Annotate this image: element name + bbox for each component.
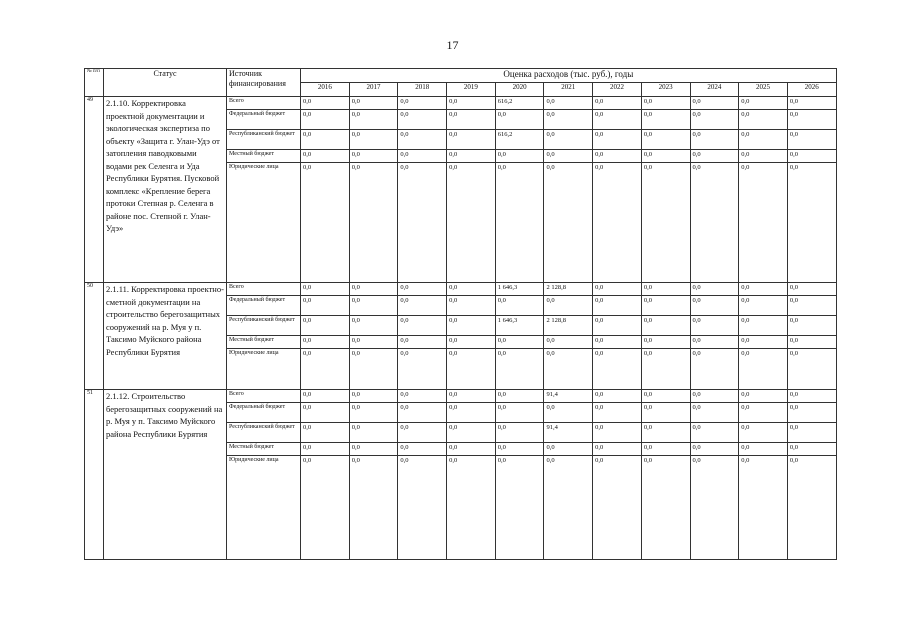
header-source: Источник финансирования — [227, 69, 301, 97]
expenditure-value: 0,0 — [593, 403, 642, 423]
expenditure-value: 0,0 — [301, 150, 350, 163]
expenditure-value: 0,0 — [593, 163, 642, 283]
expenditure-value: 0,0 — [787, 97, 836, 110]
expenditure-value: 0,0 — [739, 349, 788, 390]
expenditure-value: 0,0 — [641, 316, 690, 336]
expenditure-value: 91,4 — [544, 390, 593, 403]
expenditure-value: 0,0 — [690, 130, 739, 150]
expenditure-value: 0,0 — [398, 283, 447, 296]
expenditure-value: 0,0 — [739, 423, 788, 443]
expenditure-value: 0,0 — [690, 403, 739, 423]
expenditure-value: 0,0 — [787, 316, 836, 336]
expenditure-value: 0,0 — [495, 456, 544, 560]
expenditure-value: 0,0 — [690, 443, 739, 456]
expenditure-value: 0,0 — [301, 456, 350, 560]
year-header: 2023 — [641, 83, 690, 97]
year-header: 2022 — [593, 83, 642, 97]
page-number: 17 — [446, 38, 459, 52]
year-header: 2024 — [690, 83, 739, 97]
expenditure-value: 0,0 — [447, 283, 496, 296]
expenditure-value: 2 128,8 — [544, 283, 593, 296]
expenditure-value: 0,0 — [641, 423, 690, 443]
expenditure-value: 0,0 — [301, 349, 350, 390]
expenditure-value: 0,0 — [739, 163, 788, 283]
expenditure-value: 0,0 — [787, 456, 836, 560]
expenditure-value: 0,0 — [447, 336, 496, 349]
expenditure-value: 0,0 — [593, 316, 642, 336]
expenditure-value: 0,0 — [349, 316, 398, 336]
expenditure-value: 0,0 — [690, 456, 739, 560]
expenditure-value: 0,0 — [447, 349, 496, 390]
expenditure-value: 0,0 — [495, 296, 544, 316]
expenditure-value: 1 646,3 — [495, 316, 544, 336]
expenditure-value: 0,0 — [349, 443, 398, 456]
table-row — [85, 390, 837, 403]
expenditure-value: 0,0 — [349, 403, 398, 423]
expenditure-value: 0,0 — [495, 403, 544, 423]
expenditure-value: 0,0 — [398, 296, 447, 316]
status-description: 2.1.10. Корректировка проектной документации и экологическая экспертиза по объекту «Защита г. Улан-Удэ от затопления паводковыми водами рек Селенга и Уда Республики Бурятия. Пусковой комплекс «Крепление берега протоки Степная р. Селенга в районе пос. Степной г. Улан-Удэ» — [104, 97, 227, 283]
year-header: 2026 — [787, 83, 836, 97]
expenditure-value: 0,0 — [690, 110, 739, 130]
expenditure-value: 0,0 — [349, 283, 398, 296]
expenditure-value: 0,0 — [739, 403, 788, 423]
expenditure-value: 616,2 — [495, 97, 544, 110]
expenditure-value: 0,0 — [301, 296, 350, 316]
expenditure-value: 0,0 — [690, 296, 739, 316]
expenditure-value: 0,0 — [739, 130, 788, 150]
expenditure-value: 0,0 — [349, 423, 398, 443]
expenditure-value: 0,0 — [787, 150, 836, 163]
expenditure-value: 0,0 — [690, 163, 739, 283]
expenditure-value: 0,0 — [787, 110, 836, 130]
expenditure-value: 0,0 — [593, 97, 642, 110]
year-header: 2017 — [349, 83, 398, 97]
expenditure-value: 0,0 — [739, 456, 788, 560]
expenditure-value: 0,0 — [301, 443, 350, 456]
expenditure-value: 0,0 — [447, 423, 496, 443]
expenditure-value: 0,0 — [447, 296, 496, 316]
expenditure-value: 0,0 — [349, 163, 398, 283]
expenditure-value: 0,0 — [787, 423, 836, 443]
expenditure-value: 0,0 — [349, 130, 398, 150]
expenditure-value: 0,0 — [398, 443, 447, 456]
expenditure-value: 0,0 — [495, 423, 544, 443]
expenditure-value: 0,0 — [349, 150, 398, 163]
expenditure-value: 0,0 — [447, 443, 496, 456]
expenditure-value: 0,0 — [739, 336, 788, 349]
expenditure-value: 0,0 — [398, 163, 447, 283]
expenditure-value: 0,0 — [593, 283, 642, 296]
expenditure-value: 0,0 — [349, 349, 398, 390]
expenditure-value: 0,0 — [787, 336, 836, 349]
funding-source: Федеральный бюджет — [227, 296, 301, 316]
header-status: Статус — [104, 69, 227, 97]
expenditure-value: 0,0 — [739, 316, 788, 336]
expenditure-value: 0,0 — [787, 283, 836, 296]
expenditure-value: 0,0 — [398, 150, 447, 163]
funding-source: Всего — [227, 390, 301, 403]
expenditure-value: 0,0 — [593, 390, 642, 403]
expenditure-value: 0,0 — [787, 349, 836, 390]
expenditure-value: 0,0 — [301, 163, 350, 283]
expenditure-value: 0,0 — [593, 443, 642, 456]
header-expenditure-group: Оценка расходов (тыс. руб.), годы — [301, 69, 837, 83]
expenditure-value: 0,0 — [544, 110, 593, 130]
expenditure-value: 0,0 — [690, 336, 739, 349]
expenditure-value: 0,0 — [301, 130, 350, 150]
expenditure-value: 0,0 — [544, 443, 593, 456]
expenditure-value: 0,0 — [593, 423, 642, 443]
expenditure-value: 0,0 — [787, 403, 836, 423]
expenditure-value: 0,0 — [495, 110, 544, 130]
expenditure-value: 0,0 — [641, 443, 690, 456]
status-description: 2.1.11. Корректировка проектно-сметной документации на строительство берегозащитных сооружений на р. Муя у п. Таксимо Муйского района Республики Бурятия — [104, 283, 227, 390]
expenditure-value: 0,0 — [301, 316, 350, 336]
row-number: 50 — [85, 283, 104, 390]
expenditure-value: 0,0 — [787, 130, 836, 150]
expenditure-value: 0,0 — [398, 97, 447, 110]
expenditure-value: 0,0 — [447, 403, 496, 423]
expenditure-value: 0,0 — [301, 423, 350, 443]
year-header: 2025 — [739, 83, 788, 97]
expenditure-value: 0,0 — [398, 349, 447, 390]
expenditure-value: 0,0 — [447, 97, 496, 110]
expenditure-value: 0,0 — [447, 130, 496, 150]
year-header: 2020 — [495, 83, 544, 97]
funding-source: Местный бюджет — [227, 443, 301, 456]
expenditure-value: 0,0 — [495, 390, 544, 403]
expenditure-value: 0,0 — [301, 97, 350, 110]
table-body — [85, 97, 837, 560]
row-number: 49 — [85, 97, 104, 283]
funding-source: Республиканский бюджет — [227, 130, 301, 150]
expenditure-value: 0,0 — [690, 316, 739, 336]
funding-source: Всего — [227, 97, 301, 110]
expenditure-value: 0,0 — [398, 130, 447, 150]
expenditure-table — [84, 68, 837, 560]
expenditure-value: 0,0 — [544, 130, 593, 150]
expenditure-value: 0,0 — [301, 403, 350, 423]
expenditure-value: 0,0 — [398, 390, 447, 403]
expenditure-value: 0,0 — [690, 390, 739, 403]
expenditure-value: 0,0 — [787, 163, 836, 283]
expenditure-value: 0,0 — [495, 443, 544, 456]
funding-source: Федеральный бюджет — [227, 110, 301, 130]
expenditure-value: 0,0 — [641, 336, 690, 349]
expenditure-value: 0,0 — [447, 390, 496, 403]
expenditure-value: 0,0 — [544, 163, 593, 283]
expenditure-value: 0,0 — [301, 110, 350, 130]
expenditure-value: 0,0 — [593, 150, 642, 163]
expenditure-value: 0,0 — [398, 316, 447, 336]
expenditure-value: 0,0 — [349, 296, 398, 316]
expenditure-value: 0,0 — [690, 423, 739, 443]
expenditure-value: 0,0 — [690, 97, 739, 110]
funding-source: Местный бюджет — [227, 336, 301, 349]
expenditure-value: 0,0 — [593, 110, 642, 130]
expenditure-value: 0,0 — [544, 456, 593, 560]
expenditure-value: 0,0 — [544, 403, 593, 423]
header-num: № п/п — [85, 69, 104, 97]
expenditure-value: 0,0 — [349, 110, 398, 130]
expenditure-value: 0,0 — [349, 97, 398, 110]
expenditure-value: 2 128,8 — [544, 316, 593, 336]
expenditure-value: 0,0 — [495, 336, 544, 349]
funding-source: Юридические лица — [227, 456, 301, 560]
expenditure-value: 0,0 — [641, 283, 690, 296]
expenditure-value: 0,0 — [544, 336, 593, 349]
expenditure-value: 0,0 — [398, 110, 447, 130]
expenditure-value: 0,0 — [641, 150, 690, 163]
table-row — [85, 283, 837, 296]
expenditure-value: 0,0 — [641, 349, 690, 390]
expenditure-value: 0,0 — [447, 150, 496, 163]
expenditure-value: 0,0 — [787, 443, 836, 456]
expenditure-value: 0,0 — [739, 110, 788, 130]
status-description: 2.1.12. Строительство берегозащитных сооружений на р. Муя у п. Таксимо Муйского района Республики Бурятия — [104, 390, 227, 560]
expenditure-value: 0,0 — [349, 336, 398, 349]
expenditure-value: 91,4 — [544, 423, 593, 443]
expenditure-value: 0,0 — [544, 150, 593, 163]
expenditure-value: 0,0 — [495, 150, 544, 163]
expenditure-value: 0,0 — [447, 110, 496, 130]
expenditure-value: 0,0 — [301, 283, 350, 296]
expenditure-value: 0,0 — [690, 150, 739, 163]
expenditure-value: 0,0 — [593, 336, 642, 349]
funding-source: Республиканский бюджет — [227, 316, 301, 336]
expenditure-value: 0,0 — [787, 296, 836, 316]
expenditure-value: 0,0 — [301, 390, 350, 403]
expenditure-value: 0,0 — [739, 296, 788, 316]
expenditure-value: 616,2 — [495, 130, 544, 150]
expenditure-value: 0,0 — [690, 349, 739, 390]
expenditure-value: 0,0 — [447, 456, 496, 560]
funding-source: Юридические лица — [227, 163, 301, 283]
row-number: 51 — [85, 390, 104, 560]
expenditure-value: 0,0 — [641, 403, 690, 423]
header-row — [85, 69, 837, 83]
year-header: 2019 — [447, 83, 496, 97]
expenditure-value: 0,0 — [398, 336, 447, 349]
expenditure-value: 0,0 — [641, 456, 690, 560]
expenditure-value: 0,0 — [544, 349, 593, 390]
expenditure-value: 1 646,3 — [495, 283, 544, 296]
expenditure-value: 0,0 — [641, 296, 690, 316]
expenditure-value: 0,0 — [739, 97, 788, 110]
funding-source: Федеральный бюджет — [227, 403, 301, 423]
funding-source: Республиканский бюджет — [227, 423, 301, 443]
expenditure-value: 0,0 — [739, 390, 788, 403]
expenditure-value: 0,0 — [690, 283, 739, 296]
year-header: 2021 — [544, 83, 593, 97]
table-row — [85, 97, 837, 110]
expenditure-value: 0,0 — [593, 130, 642, 150]
expenditure-value: 0,0 — [787, 390, 836, 403]
expenditure-value: 0,0 — [544, 97, 593, 110]
expenditure-value: 0,0 — [593, 296, 642, 316]
funding-source: Местный бюджет — [227, 150, 301, 163]
expenditure-value: 0,0 — [739, 283, 788, 296]
expenditure-value: 0,0 — [593, 456, 642, 560]
expenditure-value: 0,0 — [495, 349, 544, 390]
expenditure-value: 0,0 — [398, 423, 447, 443]
expenditure-value: 0,0 — [739, 150, 788, 163]
expenditure-value: 0,0 — [447, 316, 496, 336]
expenditure-value: 0,0 — [544, 296, 593, 316]
funding-source: Всего — [227, 283, 301, 296]
expenditure-value: 0,0 — [447, 163, 496, 283]
expenditure-value: 0,0 — [301, 336, 350, 349]
year-header: 2018 — [398, 83, 447, 97]
funding-source: Юридические лица — [227, 349, 301, 390]
expenditure-value: 0,0 — [593, 349, 642, 390]
year-header: 2016 — [301, 83, 350, 97]
expenditure-value: 0,0 — [641, 163, 690, 283]
expenditure-value: 0,0 — [641, 110, 690, 130]
expenditure-value: 0,0 — [641, 390, 690, 403]
expenditure-value: 0,0 — [349, 390, 398, 403]
expenditure-value: 0,0 — [641, 130, 690, 150]
expenditure-value: 0,0 — [495, 163, 544, 283]
expenditure-value: 0,0 — [398, 403, 447, 423]
expenditure-value: 0,0 — [739, 443, 788, 456]
expenditure-value: 0,0 — [641, 97, 690, 110]
expenditure-value: 0,0 — [398, 456, 447, 560]
expenditure-value: 0,0 — [349, 456, 398, 560]
